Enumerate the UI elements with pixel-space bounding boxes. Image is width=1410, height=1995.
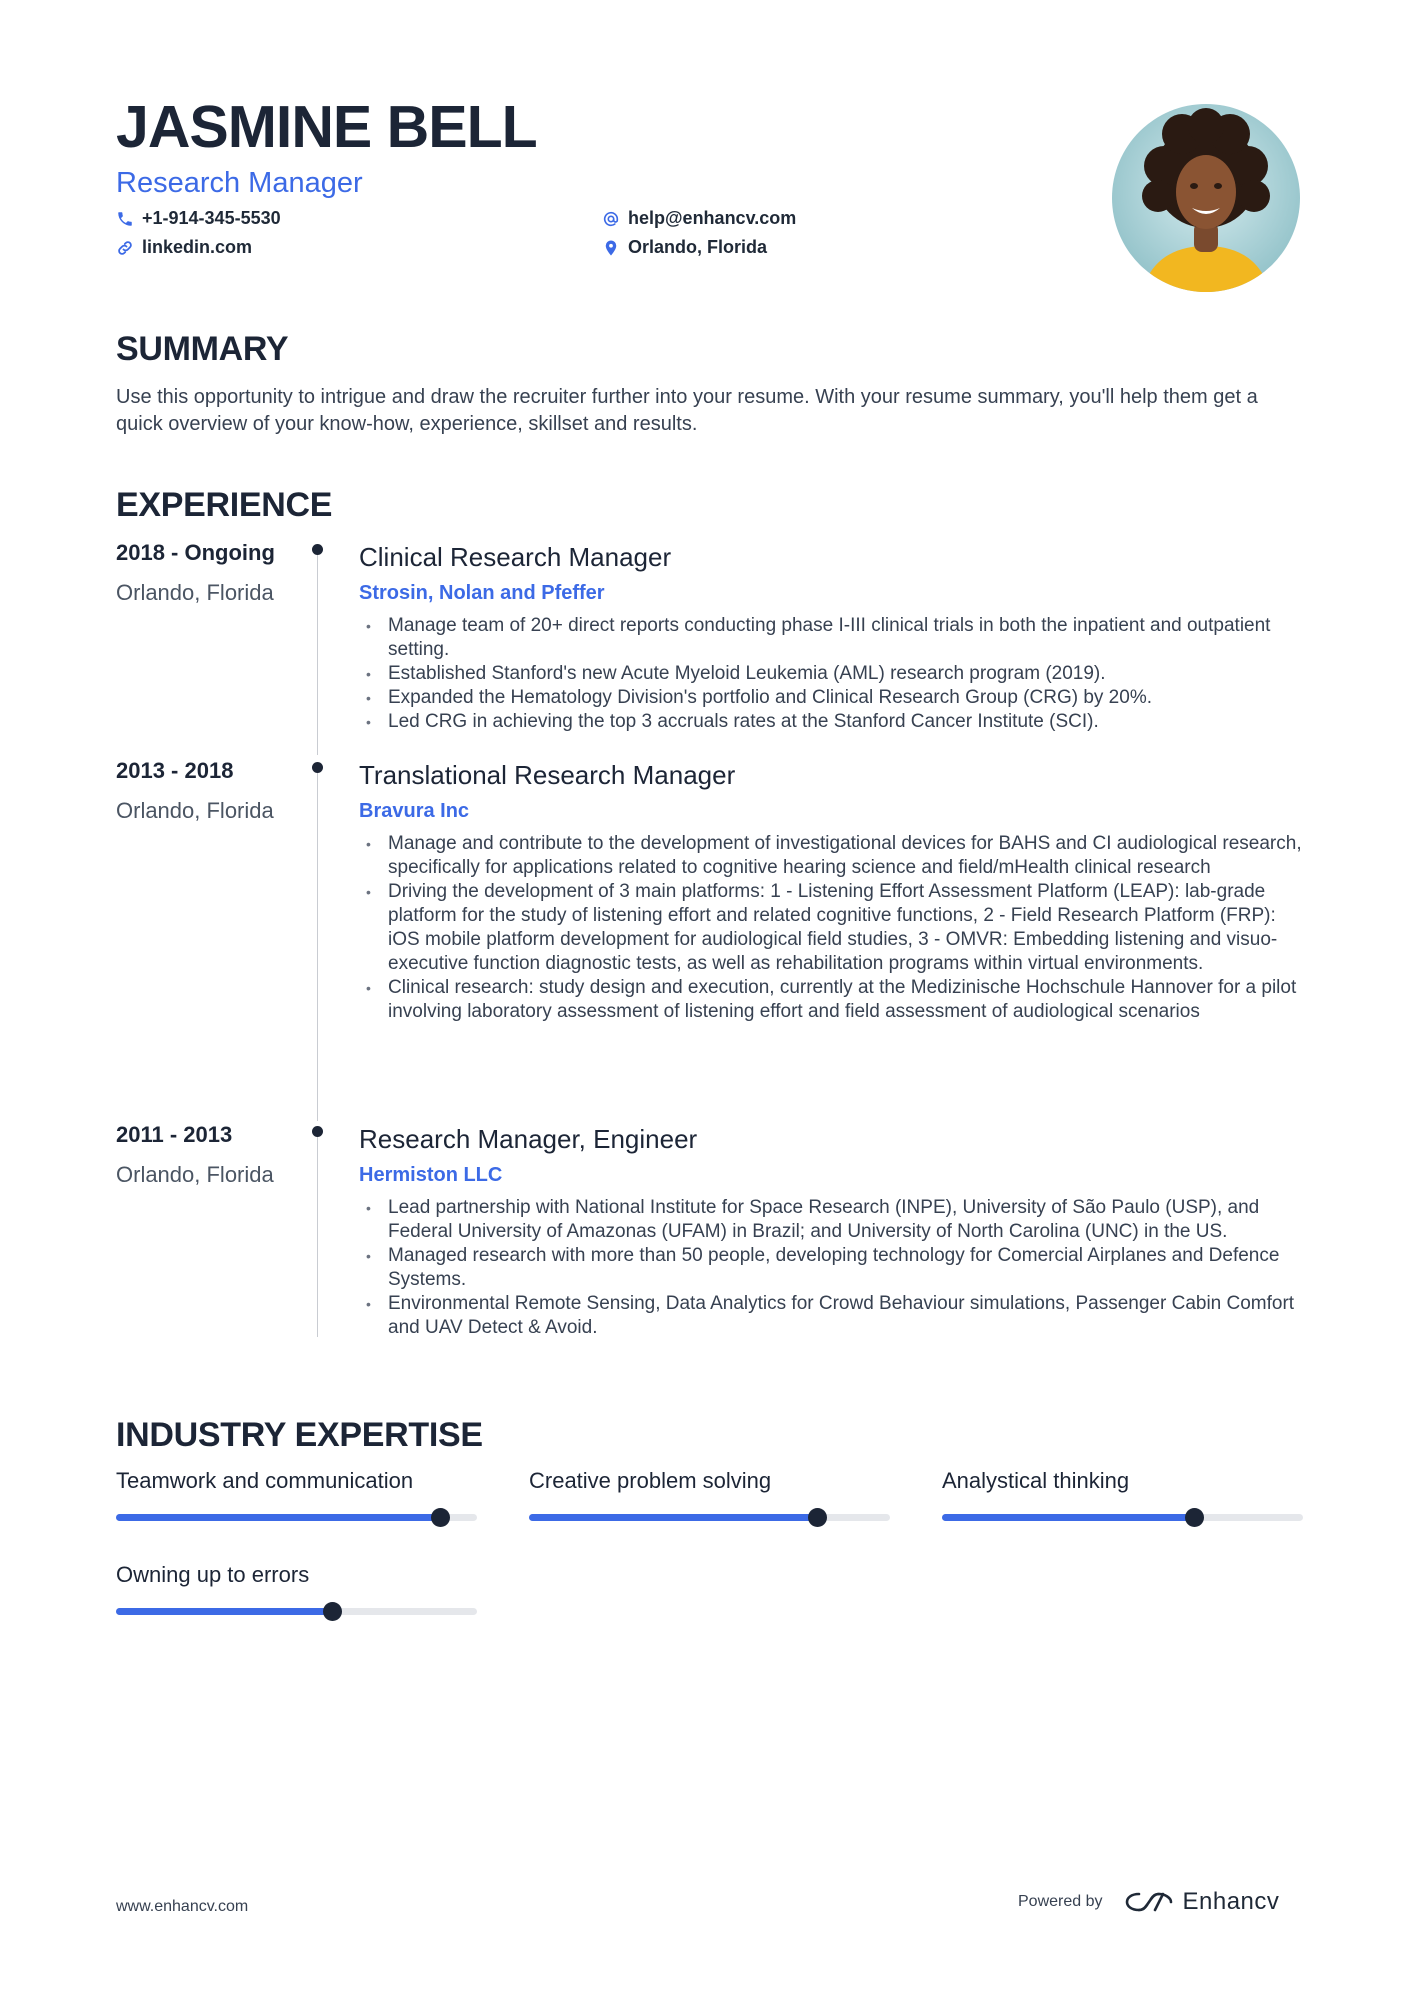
bullet-item: • Clinical research: study design and execution, currently at the Medizinische Hochschule Hannover for a pilot involving laboratory assessment of listening effort and field assessment of audiological scenarios: [359, 976, 1309, 1024]
experience-location: Orlando, Florida: [116, 580, 274, 605]
brand-name: Enhancv: [1182, 1888, 1280, 1915]
profile-photo: [1112, 104, 1300, 292]
skill-item: [116, 1562, 477, 1588]
contact-phone[interactable]: [116, 208, 281, 229]
candidate-role: Research Manager: [116, 167, 363, 199]
timeline-dot: [312, 762, 323, 773]
bullet-list: [359, 1196, 1309, 1340]
contact-location: [602, 237, 767, 258]
bullet-item: • Expanded the Hematology Division's portfolio and Clinical Research Group (CRG) by 20%.: [359, 686, 1309, 710]
skill-item: [116, 1468, 477, 1494]
bullet-item: • Driving the development of 3 main platforms: 1 - Listening Effort Assessment Platform (LEAP): lab-grade platform for the study of listening effort and related cognitive functions, 2 - Field Research Platform (FRP): iOS mobile platform development for audiological field studies, 3 - OMVR: Embedding listening and visuo-executive function diagnostic tests, as well as rehabilitation programs within virtual environments.: [359, 880, 1309, 976]
skill-level-knob: [431, 1508, 450, 1527]
summary-heading: SUMMARY: [116, 330, 289, 368]
contact-email[interactable]: [602, 208, 796, 229]
location-pin-icon: [602, 239, 620, 257]
job-title: Translational Research Manager: [359, 760, 736, 790]
expertise-heading: INDUSTRY EXPERTISE: [116, 1416, 483, 1454]
summary-text: Use this opportunity to intrigue and draw the recruiter further into your resume. With your resume summary, you'll help them get a quick overview of your know-how, experience, skillset and results.: [116, 386, 1258, 435]
brand-logo[interactable]: [1125, 1888, 1280, 1916]
skill-name: Owning up to errors: [116, 1562, 310, 1587]
experience-heading: EXPERIENCE: [116, 486, 333, 524]
skill-level-knob: [323, 1602, 342, 1621]
job-title: Clinical Research Manager: [359, 542, 672, 572]
link-icon: [116, 239, 134, 257]
bullet-item: • Environmental Remote Sensing, Data Analytics for Crowd Behaviour simulations, Passenger Cabin Comfort and UAV Detect & Avoid.: [359, 1292, 1309, 1340]
candidate-name: JASMINE BELL: [116, 94, 537, 160]
skill-track: [529, 1514, 890, 1521]
timeline-dot: [312, 1126, 323, 1137]
timeline-line: [317, 555, 318, 755]
bullet-item: • Manage team of 20+ direct reports conducting phase I-III clinical trials in both the inpatient and outpatient setting.: [359, 614, 1309, 662]
job-title: Research Manager, Engineer: [359, 1124, 698, 1154]
skill-fill: [116, 1514, 441, 1521]
skill-track: [116, 1608, 477, 1615]
skill-fill: [529, 1514, 818, 1521]
phone-text: +1-914-345-5530: [142, 208, 281, 228]
skill-level-knob: [1185, 1508, 1204, 1527]
bullet-list: [359, 614, 1309, 734]
bullet-list: [359, 832, 1309, 1024]
company-name[interactable]: Strosin, Nolan and Pfeffer: [359, 582, 605, 604]
experience-dates: 2011 - 2013: [116, 1122, 233, 1147]
experience-dates: 2018 - Ongoing: [116, 540, 275, 565]
skill-fill: [942, 1514, 1195, 1521]
contact-linkedin[interactable]: [116, 237, 252, 258]
skill-name: Creative problem solving: [529, 1468, 772, 1493]
skill-track: [942, 1514, 1303, 1521]
skill-fill: [116, 1608, 333, 1615]
skill-name: Teamwork and communication: [116, 1468, 414, 1493]
phone-icon: [116, 210, 134, 228]
company-name[interactable]: Bravura Inc: [359, 800, 470, 822]
footer-branding: [1018, 1888, 1279, 1916]
bullet-item: • Manage and contribute to the development of investigational devices for BAHS and CI audiological research, specifically for applications related to cognitive hearing science and field/mHealth clinical research: [359, 832, 1309, 880]
skill-item: [942, 1468, 1303, 1494]
bullet-item: • Lead partnership with National Institute for Space Research (INPE), University of São Paulo (USP), and Federal University of Amazonas (UFAM) in Brazil; and University of North Carolina (UNC) in the US.: [359, 1196, 1309, 1244]
skill-item: [529, 1468, 890, 1494]
experience-dates: 2013 - 2018: [116, 758, 234, 783]
timeline-line: [317, 1137, 318, 1337]
skill-track: [116, 1514, 477, 1521]
skill-level-knob: [808, 1508, 827, 1527]
enhancv-logo-icon: [1125, 1890, 1173, 1914]
linkedin-text: linkedin.com: [142, 237, 253, 257]
skill-name: Analystical thinking: [942, 1468, 1130, 1493]
timeline-dot: [312, 544, 323, 555]
company-name[interactable]: Hermiston LLC: [359, 1164, 503, 1186]
at-icon: [602, 210, 620, 228]
timeline-line: [317, 773, 318, 1121]
bullet-item: • Established Stanford's new Acute Myeloid Leukemia (AML) research program (2019).: [359, 662, 1309, 686]
experience-location: Orlando, Florida: [116, 1162, 274, 1187]
powered-by-text: Powered by: [1018, 1893, 1103, 1910]
bullet-item: • Managed research with more than 50 people, developing technology for Comercial Airplanes and Defence Systems.: [359, 1244, 1309, 1292]
footer-website[interactable]: www.enhancv.com: [116, 1898, 249, 1915]
email-text: help@enhancv.com: [628, 208, 797, 228]
experience-location: Orlando, Florida: [116, 798, 274, 823]
bullet-item: • Led CRG in achieving the top 3 accruals rates at the Stanford Cancer Institute (SCI).: [359, 710, 1309, 734]
location-text: Orlando, Florida: [628, 237, 768, 257]
